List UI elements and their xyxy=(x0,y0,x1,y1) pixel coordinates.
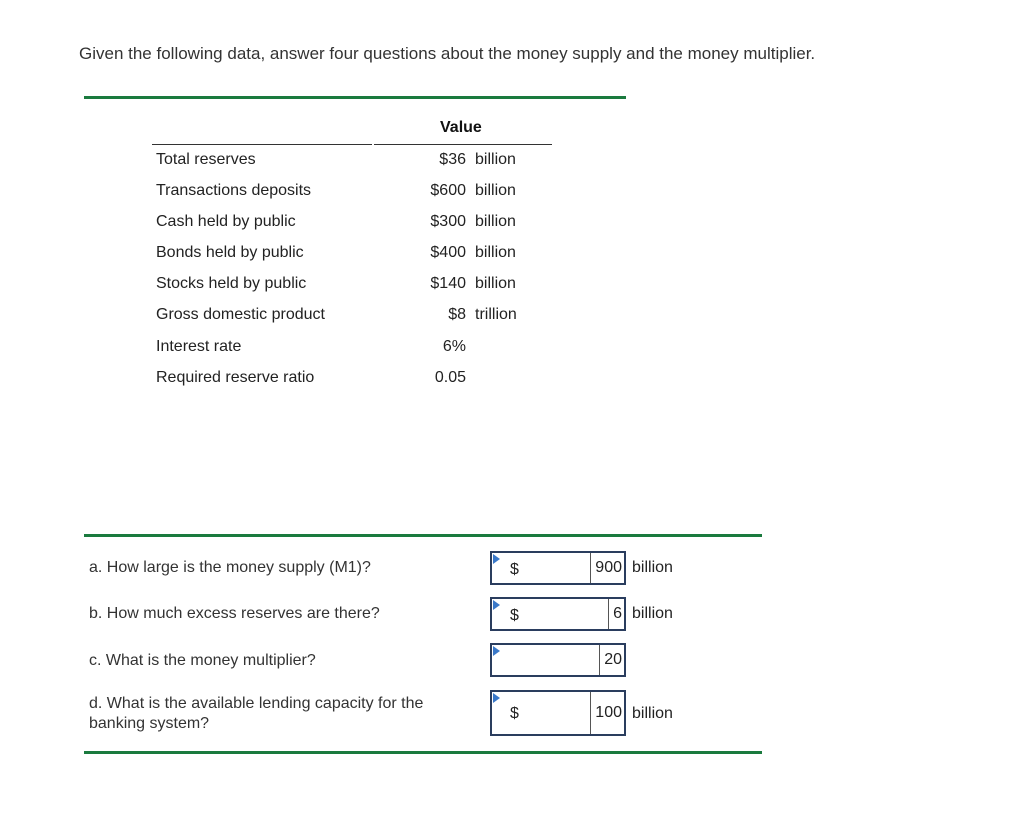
currency-symbol: $ xyxy=(510,561,519,578)
row-label: Stocks held by public xyxy=(156,275,307,292)
flag-marker-icon xyxy=(493,693,500,703)
answer-field[interactable] xyxy=(490,690,626,736)
question-text: c. What is the money multiplier? xyxy=(89,652,316,669)
answer-value[interactable]: 100 xyxy=(590,692,624,734)
table-header-rule-right xyxy=(374,144,552,145)
row-unit: billion xyxy=(475,151,516,168)
row-amount: $300 xyxy=(430,213,466,230)
row-label: Bonds held by public xyxy=(156,244,304,261)
flag-marker-icon xyxy=(493,554,500,564)
top-divider xyxy=(84,96,626,99)
row-unit: billion xyxy=(475,244,516,261)
row-label: Total reserves xyxy=(156,151,256,168)
row-label: Cash held by public xyxy=(156,213,296,230)
row-amount: $400 xyxy=(430,244,466,261)
row-label: Interest rate xyxy=(156,338,242,355)
answer-value[interactable]: 900 xyxy=(590,553,624,583)
instructions-text: Given the following data, answer four questions about the money supply and the money multiplier. xyxy=(79,44,816,63)
row-unit: billion xyxy=(475,182,516,199)
table-header-rule-left xyxy=(152,144,372,145)
question-text: d. What is the available lending capacity for the banking system? xyxy=(89,695,424,732)
questions-bottom-divider xyxy=(84,751,762,754)
row-unit: trillion xyxy=(475,306,517,323)
row-amount: $600 xyxy=(430,182,466,199)
questions-top-divider xyxy=(84,534,762,537)
answer-unit: billion xyxy=(632,559,673,576)
row-amount: 6% xyxy=(442,338,466,355)
currency-symbol: $ xyxy=(510,705,519,722)
currency-symbol: $ xyxy=(510,607,519,624)
row-label: Gross domestic product xyxy=(156,306,325,323)
row-unit: billion xyxy=(475,213,516,230)
row-label: Transactions deposits xyxy=(156,182,312,199)
flag-marker-icon xyxy=(493,600,500,610)
question-text: b. How much excess reserves are there? xyxy=(89,605,380,622)
answer-field[interactable] xyxy=(490,597,626,631)
answer-field[interactable] xyxy=(490,643,626,677)
flag-marker-icon xyxy=(493,646,500,656)
row-unit: billion xyxy=(475,275,516,292)
value-column-header: Value xyxy=(440,119,482,136)
row-amount: $140 xyxy=(430,275,466,292)
row-amount: $8 xyxy=(448,306,466,323)
row-amount: $36 xyxy=(439,151,466,168)
answer-unit: billion xyxy=(632,705,673,722)
row-amount: 0.05 xyxy=(434,369,466,386)
question-text: a. How large is the money supply (M1)? xyxy=(89,559,371,576)
answer-unit: billion xyxy=(632,605,673,622)
answer-value[interactable]: 6 xyxy=(608,599,624,629)
answer-value[interactable]: 20 xyxy=(599,645,624,675)
row-label: Required reserve ratio xyxy=(156,369,315,386)
answer-field[interactable] xyxy=(490,551,626,585)
